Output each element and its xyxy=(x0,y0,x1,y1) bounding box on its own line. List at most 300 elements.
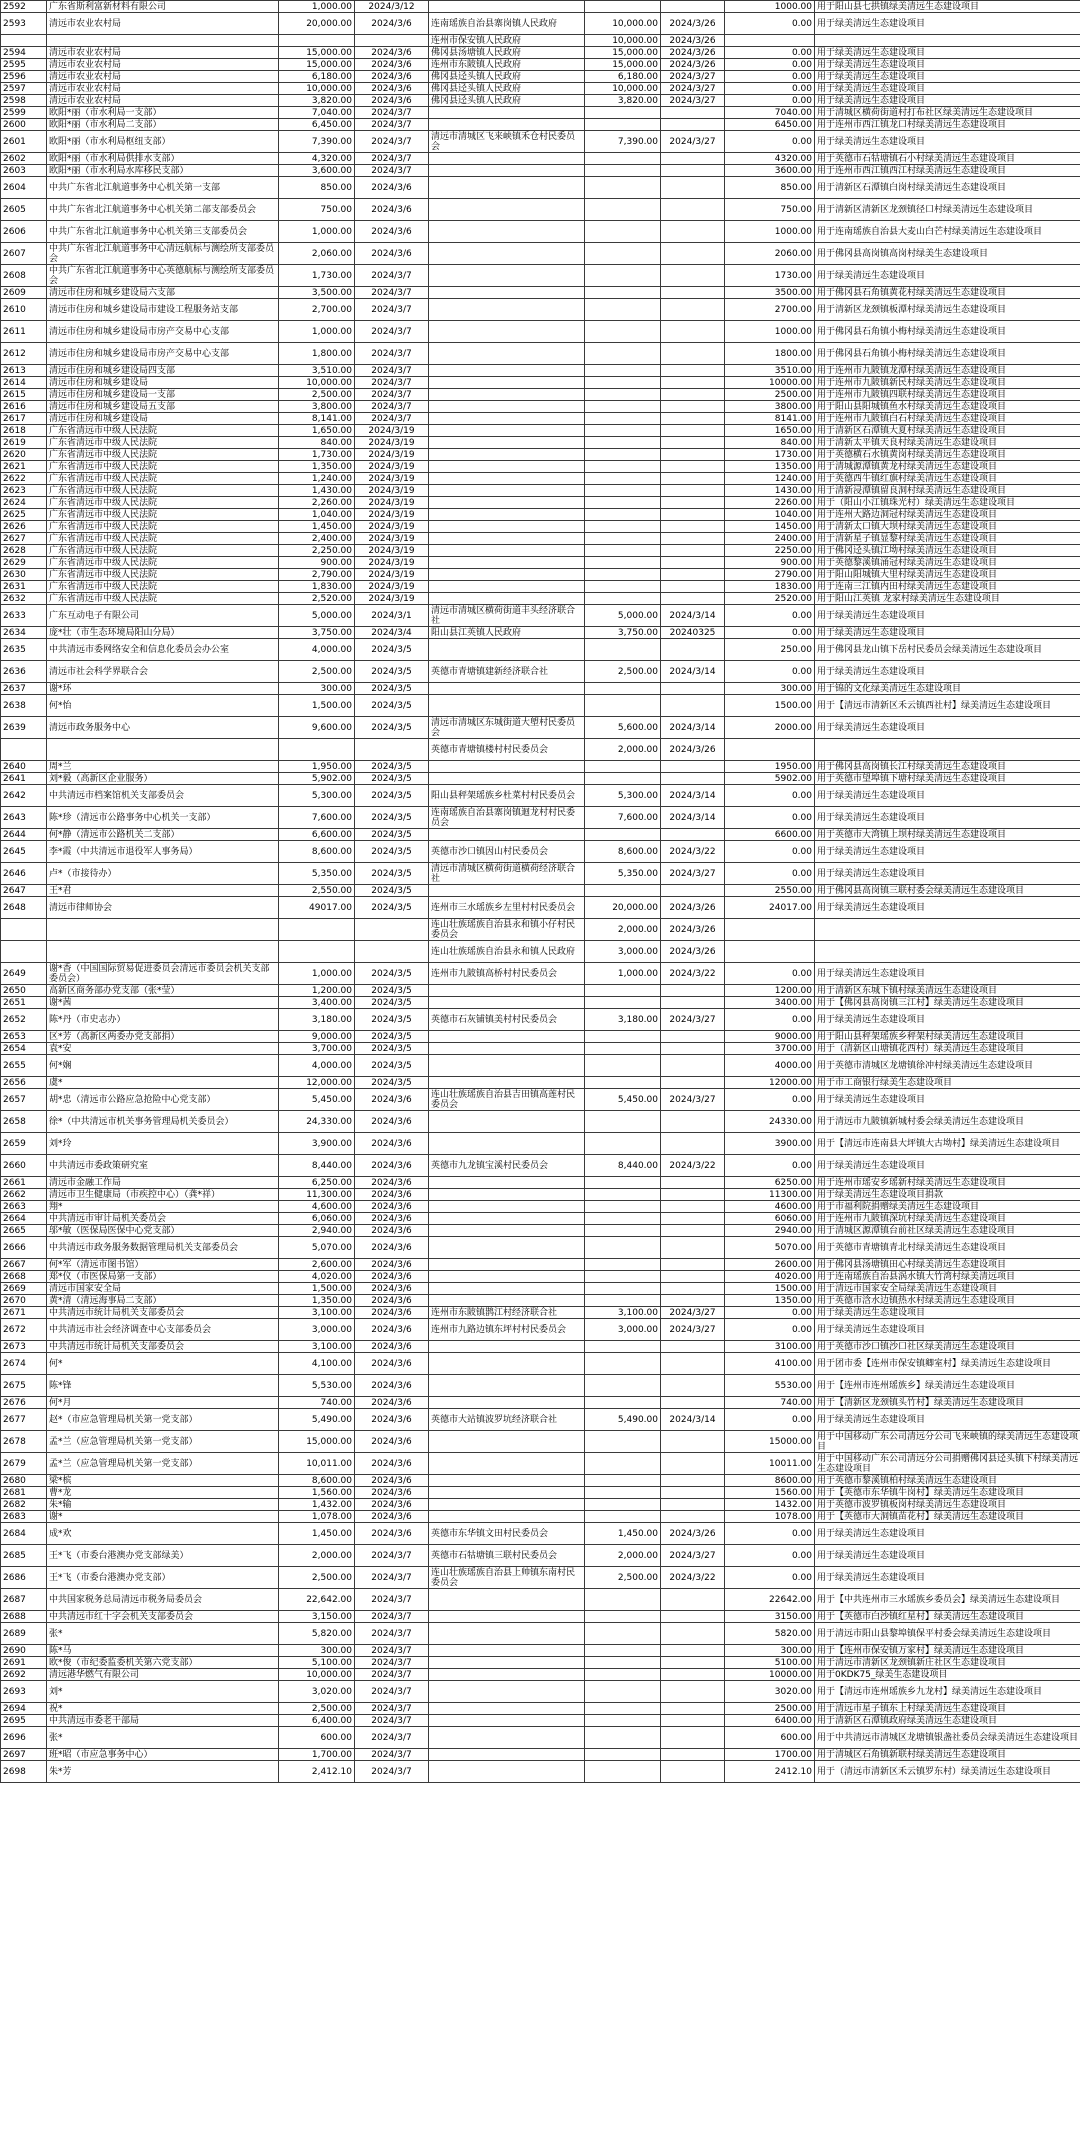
cell-recipient xyxy=(429,533,585,545)
cell-balance: 24330.00 xyxy=(725,1111,815,1133)
cell-recipient: 连山壮族瑶族自治县吉田镇高莲村民委员会 xyxy=(429,1089,585,1111)
table-row xyxy=(1,177,1080,199)
cell-recipient-amount xyxy=(585,107,661,119)
cell-purpose: 用于市工商银行绿美生态建设项目 xyxy=(815,1077,1080,1089)
cell-purpose: 用于连州市瑶安乡瑶新村绿美清远生态建设项目 xyxy=(815,1177,1080,1189)
cell-row-number: 2668 xyxy=(1,1271,47,1283)
cell-row-number: 2666 xyxy=(1,1237,47,1259)
cell-recipient xyxy=(429,221,585,243)
cell-recipient-amount xyxy=(585,401,661,413)
cell-balance: 0.00 xyxy=(725,605,815,627)
cell-recipient-date: 2024/3/26 xyxy=(661,13,725,35)
cell-date: 2024/3/5 xyxy=(355,885,429,897)
cell-balance: 600.00 xyxy=(725,1727,815,1749)
cell-amount: 840.00 xyxy=(279,437,355,449)
cell-amount: 5,000.00 xyxy=(279,605,355,627)
cell-payer-name: 谢* xyxy=(47,1511,279,1523)
cell-recipient xyxy=(429,1749,585,1761)
cell-recipient-amount xyxy=(585,521,661,533)
cell-row-number: 2656 xyxy=(1,1077,47,1089)
cell-amount: 5,450.00 xyxy=(279,1089,355,1111)
cell-recipient-amount xyxy=(585,343,661,365)
table-row xyxy=(1,1283,1080,1295)
table-row xyxy=(1,807,1080,829)
cell-recipient xyxy=(429,1237,585,1259)
cell-amount: 3,180.00 xyxy=(279,1009,355,1031)
cell-recipient-date: 2024/3/27 xyxy=(661,1319,725,1341)
cell-payer-name: 中共清远市红十字会机关支部委员会 xyxy=(47,1611,279,1623)
cell-balance: 1350.00 xyxy=(725,1295,815,1307)
cell-recipient-date: 2024/3/26 xyxy=(661,897,725,919)
cell-date: 2024/3/6 xyxy=(355,1319,429,1341)
cell-date: 2024/3/6 xyxy=(355,1511,429,1523)
cell-payer-name: 中共清远市委老干部局 xyxy=(47,1715,279,1727)
cell-amount xyxy=(279,739,355,761)
cell-payer-name: 清远市住房和城乡建设局市房产交易中心支部 xyxy=(47,343,279,365)
cell-recipient xyxy=(429,593,585,605)
cell-row-number: 2633 xyxy=(1,605,47,627)
cell-purpose: 用于绿美清远生态建设项目 xyxy=(815,1409,1080,1431)
cell-recipient-date xyxy=(661,1453,725,1475)
cell-payer-name: 中共清远市委政策研究室 xyxy=(47,1155,279,1177)
cell-date: 2024/3/7 xyxy=(355,131,429,153)
cell-recipient xyxy=(429,243,585,265)
cell-payer-name: 李*霞（中共清远市退役军人事务局） xyxy=(47,841,279,863)
cell-recipient-amount: 3,000.00 xyxy=(585,941,661,963)
cell-balance: 6250.00 xyxy=(725,1177,815,1189)
cell-payer-name: 中共清远市社会经济调查中心支部委员会 xyxy=(47,1319,279,1341)
cell-row-number: 2662 xyxy=(1,1189,47,1201)
cell-balance: 10000.00 xyxy=(725,1669,815,1681)
cell-date: 2024/3/7 xyxy=(355,1727,429,1749)
cell-purpose: 用于绿美清远生态建设项目 xyxy=(815,717,1080,739)
cell-date: 2024/3/6 xyxy=(355,1431,429,1453)
table-row xyxy=(1,1213,1080,1225)
cell-recipient-date: 2024/3/26 xyxy=(661,1523,725,1545)
cell-balance: 0.00 xyxy=(725,95,815,107)
cell-recipient xyxy=(429,299,585,321)
cell-date: 2024/3/7 xyxy=(355,321,429,343)
cell-recipient xyxy=(429,1295,585,1307)
cell-payer-name: 赵*（市应急管理局机关第一党支部） xyxy=(47,1409,279,1431)
cell-date: 2024/3/1 xyxy=(355,605,429,627)
table-row xyxy=(1,1319,1080,1341)
cell-row-number: 2686 xyxy=(1,1567,47,1589)
cell-recipient-amount: 10,000.00 xyxy=(585,83,661,95)
cell-payer-name: 徐*（中共清远市机关事务管理局机关委员会） xyxy=(47,1111,279,1133)
cell-purpose: 用于（清远市清新区禾云镇罗东村）绿美清远生态建设项目 xyxy=(815,1761,1080,1783)
cell-date: 2024/3/7 xyxy=(355,1611,429,1623)
cell-balance: 300.00 xyxy=(725,683,815,695)
cell-balance: 0.00 xyxy=(725,1155,815,1177)
cell-recipient-date: 2024/3/27 xyxy=(661,83,725,95)
cell-payer-name: 成*欢 xyxy=(47,1523,279,1545)
cell-balance: 1078.00 xyxy=(725,1511,815,1523)
cell-balance: 1040.00 xyxy=(725,509,815,521)
cell-balance: 1650.00 xyxy=(725,425,815,437)
cell-row-number: 2690 xyxy=(1,1645,47,1657)
cell-balance: 2700.00 xyxy=(725,299,815,321)
cell-row-number xyxy=(1,35,47,47)
table-row xyxy=(1,1237,1080,1259)
table-row xyxy=(1,35,1080,47)
cell-recipient-date xyxy=(661,243,725,265)
cell-payer-name: 曹*龙 xyxy=(47,1487,279,1499)
cell-recipient-date xyxy=(661,1271,725,1283)
cell-recipient-date: 2024/3/26 xyxy=(661,739,725,761)
cell-recipient-date xyxy=(661,1475,725,1487)
cell-row-number: 2672 xyxy=(1,1319,47,1341)
cell-amount: 3,700.00 xyxy=(279,1043,355,1055)
cell-recipient-date xyxy=(661,1031,725,1043)
cell-payer-name: 广东省清远市中级人民法院 xyxy=(47,473,279,485)
cell-recipient-amount: 10,000.00 xyxy=(585,13,661,35)
cell-balance: 4020.00 xyxy=(725,1271,815,1283)
cell-amount: 1,950.00 xyxy=(279,761,355,773)
cell-amount: 7,390.00 xyxy=(279,131,355,153)
cell-date: 2024/3/5 xyxy=(355,1031,429,1043)
cell-recipient: 英德市九龙镇宝溪村民委员会 xyxy=(429,1155,585,1177)
cell-recipient xyxy=(429,485,585,497)
cell-amount: 2,500.00 xyxy=(279,389,355,401)
cell-amount: 900.00 xyxy=(279,557,355,569)
cell-row-number: 2697 xyxy=(1,1749,47,1761)
cell-recipient xyxy=(429,985,585,997)
table-row xyxy=(1,997,1080,1009)
table-row xyxy=(1,1089,1080,1111)
cell-balance: 3900.00 xyxy=(725,1133,815,1155)
cell-row-number: 2675 xyxy=(1,1375,47,1397)
cell-balance: 9000.00 xyxy=(725,1031,815,1043)
table-row xyxy=(1,593,1080,605)
cell-recipient: 阳山县秤架瑶族乡杜菜村村民委员会 xyxy=(429,785,585,807)
table-row xyxy=(1,1077,1080,1089)
cell-date: 2024/3/7 xyxy=(355,153,429,165)
cell-date: 2024/3/5 xyxy=(355,1055,429,1077)
cell-purpose: 用于绿美清远生态建设项目 xyxy=(815,47,1080,59)
table-row xyxy=(1,1589,1080,1611)
cell-amount: 1,430.00 xyxy=(279,485,355,497)
cell-date: 2024/3/5 xyxy=(355,1043,429,1055)
cell-purpose: 用于0KDK75_绿美生态建设项目 xyxy=(815,1669,1080,1681)
cell-date: 2024/3/6 xyxy=(355,1523,429,1545)
cell-date: 2024/3/7 xyxy=(355,1567,429,1589)
cell-amount: 10,000.00 xyxy=(279,377,355,389)
cell-date: 2024/3/7 xyxy=(355,343,429,365)
cell-recipient-date xyxy=(661,1213,725,1225)
cell-recipient xyxy=(429,343,585,365)
cell-purpose: 用于英德黎溪镇涌冠村绿美清远生态建设项目 xyxy=(815,557,1080,569)
cell-recipient-amount xyxy=(585,557,661,569)
cell-recipient-date xyxy=(661,165,725,177)
cell-date: 2024/3/6 xyxy=(355,1283,429,1295)
cell-balance: 3150.00 xyxy=(725,1611,815,1623)
cell-recipient-date xyxy=(661,985,725,997)
cell-payer-name: 欧*俊（市纪委监委机关第六党支部） xyxy=(47,1657,279,1669)
cell-recipient: 英德市青塘镇建新经济联合社 xyxy=(429,661,585,683)
cell-purpose xyxy=(815,739,1080,761)
cell-purpose: 用于绿美清远生态建设项目捐款 xyxy=(815,1189,1080,1201)
table-row xyxy=(1,1657,1080,1669)
table-row xyxy=(1,1453,1080,1475)
cell-amount: 600.00 xyxy=(279,1727,355,1749)
cell-recipient-amount xyxy=(585,1055,661,1077)
cell-recipient-amount xyxy=(585,1031,661,1043)
cell-payer-name: 清远市住房和城乡建设局一支部 xyxy=(47,389,279,401)
cell-recipient-date xyxy=(661,389,725,401)
cell-recipient-amount xyxy=(585,1475,661,1487)
cell-row-number: 2641 xyxy=(1,773,47,785)
cell-recipient-amount xyxy=(585,497,661,509)
cell-recipient-amount xyxy=(585,1043,661,1055)
cell-recipient-date xyxy=(661,485,725,497)
cell-balance: 3100.00 xyxy=(725,1341,815,1353)
cell-date: 2024/3/7 xyxy=(355,1645,429,1657)
cell-recipient: 连州市九路边镇东坪村村民委员会 xyxy=(429,1319,585,1341)
cell-recipient-date xyxy=(661,153,725,165)
cell-row-number: 2688 xyxy=(1,1611,47,1623)
cell-purpose: 用于佛冈县高岗镇高岗村绿美生态建设项目 xyxy=(815,243,1080,265)
table-row xyxy=(1,1397,1080,1409)
cell-recipient-date xyxy=(661,885,725,897)
cell-recipient-date xyxy=(661,119,725,131)
cell-row-number: 2679 xyxy=(1,1453,47,1475)
cell-recipient xyxy=(429,1031,585,1043)
cell-row-number xyxy=(1,739,47,761)
cell-date: 2024/3/6 xyxy=(355,1453,429,1475)
cell-recipient-date xyxy=(661,1749,725,1761)
cell-payer-name xyxy=(47,941,279,963)
cell-recipient xyxy=(429,581,585,593)
cell-amount: 1,200.00 xyxy=(279,985,355,997)
cell-payer-name: 清远市农业农村局 xyxy=(47,59,279,71)
cell-recipient xyxy=(429,1213,585,1225)
cell-row-number: 2698 xyxy=(1,1761,47,1783)
cell-recipient xyxy=(429,1611,585,1623)
cell-balance: 1000.00 xyxy=(725,1,815,13)
cell-recipient xyxy=(429,473,585,485)
cell-purpose: 用于绿美清远生态建设项目 xyxy=(815,897,1080,919)
cell-payer-name: 孟*兰（应急管理局机关第一党支部） xyxy=(47,1453,279,1475)
cell-balance: 6060.00 xyxy=(725,1213,815,1225)
table-row xyxy=(1,1475,1080,1487)
cell-amount: 3,750.00 xyxy=(279,627,355,639)
cell-date: 2024/3/6 xyxy=(355,1487,429,1499)
cell-recipient-amount xyxy=(585,1077,661,1089)
cell-recipient-date: 2024/3/14 xyxy=(661,605,725,627)
cell-row-number: 2635 xyxy=(1,639,47,661)
cell-payer-name: 清远市农业农村局 xyxy=(47,13,279,35)
cell-recipient-date xyxy=(661,761,725,773)
cell-date: 2024/3/7 xyxy=(355,287,429,299)
cell-row-number: 2595 xyxy=(1,59,47,71)
cell-row-number: 2631 xyxy=(1,581,47,593)
cell-row-number: 2692 xyxy=(1,1669,47,1681)
cell-recipient-amount: 5,300.00 xyxy=(585,785,661,807)
cell-date: 2024/3/19 xyxy=(355,593,429,605)
cell-purpose: 用于绿美清远生态建设项目 xyxy=(815,1089,1080,1111)
cell-recipient-amount xyxy=(585,243,661,265)
cell-recipient-date: 2024/3/22 xyxy=(661,1155,725,1177)
cell-row-number: 2600 xyxy=(1,119,47,131)
cell-recipient-amount xyxy=(585,461,661,473)
cell-payer-name: 何*军（清远市图书馆） xyxy=(47,1259,279,1271)
cell-purpose: 用于连州市西江镇西江村绿美清远生态建设项目 xyxy=(815,165,1080,177)
cell-amount: 5,070.00 xyxy=(279,1237,355,1259)
cell-recipient-amount: 10,000.00 xyxy=(585,35,661,47)
cell-purpose: 用于阳山江英镇 龙家村绿美清远生态建设项目 xyxy=(815,593,1080,605)
cell-purpose: 用于佛冈县石角镇小梅村绿美清远生态建设项目 xyxy=(815,343,1080,365)
cell-recipient-date xyxy=(661,569,725,581)
table-row xyxy=(1,1511,1080,1523)
cell-recipient-date xyxy=(661,773,725,785)
cell-recipient xyxy=(429,1431,585,1453)
cell-row-number: 2667 xyxy=(1,1259,47,1271)
cell-purpose: 用于绿美清远生态建设项目 xyxy=(815,1523,1080,1545)
cell-purpose: 用于阳山阳城镇大里村绿美清远生态建设项目 xyxy=(815,569,1080,581)
cell-recipient xyxy=(429,1397,585,1409)
table-body xyxy=(1,1,1080,1783)
cell-recipient xyxy=(429,1475,585,1487)
cell-recipient-amount xyxy=(585,569,661,581)
cell-purpose: 用于连南三江镇内田村绿美清远生态建设项目 xyxy=(815,581,1080,593)
cell-amount: 2,260.00 xyxy=(279,497,355,509)
cell-recipient xyxy=(429,107,585,119)
cell-amount: 1,350.00 xyxy=(279,461,355,473)
cell-amount: 3,820.00 xyxy=(279,95,355,107)
cell-balance: 2500.00 xyxy=(725,389,815,401)
cell-recipient-amount xyxy=(585,1749,661,1761)
cell-amount: 5,902.00 xyxy=(279,773,355,785)
cell-row-number: 2674 xyxy=(1,1353,47,1375)
cell-recipient: 连州市东陂镇鹊江村经济联合社 xyxy=(429,1307,585,1319)
table-row xyxy=(1,1567,1080,1589)
cell-date: 2024/3/7 xyxy=(355,107,429,119)
cell-recipient xyxy=(429,1,585,13)
cell-purpose: 用于【英德市白沙镇红星村】绿美清远生态建设项目 xyxy=(815,1611,1080,1623)
cell-date: 2024/3/6 xyxy=(355,1177,429,1189)
cell-payer-name: 清远市住房和城乡建设局 xyxy=(47,377,279,389)
cell-balance: 5100.00 xyxy=(725,1657,815,1669)
cell-purpose xyxy=(815,35,1080,47)
cell-recipient-amount xyxy=(585,1703,661,1715)
table-row xyxy=(1,985,1080,997)
cell-recipient-date xyxy=(661,1201,725,1213)
cell-recipient-amount xyxy=(585,761,661,773)
cell-purpose: 用于（清新区山塘镇花西村）绿美清远生态建设项目 xyxy=(815,1043,1080,1055)
cell-recipient-date xyxy=(661,1341,725,1353)
table-row xyxy=(1,95,1080,107)
cell-recipient-date: 2024/3/26 xyxy=(661,47,725,59)
cell-row-number: 2624 xyxy=(1,497,47,509)
cell-amount: 2,250.00 xyxy=(279,545,355,557)
cell-row-number: 2680 xyxy=(1,1475,47,1487)
cell-recipient xyxy=(429,885,585,897)
cell-payer-name: 邬*敏（医保局医保中心党支部） xyxy=(47,1225,279,1237)
cell-date: 2024/3/6 xyxy=(355,1295,429,1307)
cell-balance: 0.00 xyxy=(725,627,815,639)
cell-recipient-amount xyxy=(585,639,661,661)
cell-date xyxy=(355,35,429,47)
cell-recipient xyxy=(429,437,585,449)
cell-recipient-date xyxy=(661,1727,725,1749)
cell-date: 2024/3/5 xyxy=(355,761,429,773)
cell-purpose: 用于绿美清远生态建设项目 xyxy=(815,59,1080,71)
table-row xyxy=(1,1749,1080,1761)
cell-row-number: 2620 xyxy=(1,449,47,461)
table-row xyxy=(1,963,1080,985)
cell-recipient-amount xyxy=(585,533,661,545)
table-row xyxy=(1,107,1080,119)
cell-recipient-amount: 5,450.00 xyxy=(585,1089,661,1111)
cell-recipient-date xyxy=(661,695,725,717)
cell-recipient-amount: 7,600.00 xyxy=(585,807,661,829)
cell-amount: 1,450.00 xyxy=(279,521,355,533)
cell-payer-name: 清远市农业农村局 xyxy=(47,47,279,59)
cell-recipient-amount: 5,350.00 xyxy=(585,863,661,885)
cell-recipient-date: 2024/3/14 xyxy=(661,717,725,739)
cell-purpose: 用于清新太口镇大坝村绿美清远生态建设项目 xyxy=(815,521,1080,533)
cell-date: 2024/3/19 xyxy=(355,545,429,557)
cell-amount: 7,600.00 xyxy=(279,807,355,829)
cell-recipient-date xyxy=(661,509,725,521)
cell-recipient xyxy=(429,997,585,1009)
cell-date: 2024/3/6 xyxy=(355,13,429,35)
cell-payer-name: 张* xyxy=(47,1727,279,1749)
cell-recipient-date xyxy=(661,321,725,343)
cell-balance: 1830.00 xyxy=(725,581,815,593)
cell-recipient xyxy=(429,401,585,413)
cell-payer-name: 欧阳*丽（市水利局枢纽支部） xyxy=(47,131,279,153)
cell-amount: 8,440.00 xyxy=(279,1155,355,1177)
cell-amount: 4,600.00 xyxy=(279,1201,355,1213)
cell-date: 2024/3/5 xyxy=(355,997,429,1009)
cell-recipient xyxy=(429,425,585,437)
cell-recipient-amount xyxy=(585,1259,661,1271)
cell-recipient xyxy=(429,377,585,389)
cell-row-number: 2612 xyxy=(1,343,47,365)
cell-purpose: 用于【连州市连州瑶族乡】绿美清远生态建设项目 xyxy=(815,1375,1080,1397)
cell-row-number: 2618 xyxy=(1,425,47,437)
cell-balance: 1000.00 xyxy=(725,221,815,243)
table-row xyxy=(1,739,1080,761)
cell-recipient-amount xyxy=(585,1177,661,1189)
cell-balance: 1432.00 xyxy=(725,1499,815,1511)
cell-recipient: 佛冈县迳头镇人民政府 xyxy=(429,71,585,83)
cell-amount: 2,700.00 xyxy=(279,299,355,321)
cell-purpose: 用于锦的文化绿美清远生态建设项目 xyxy=(815,683,1080,695)
cell-payer-name: 周*兰 xyxy=(47,761,279,773)
cell-recipient: 连山壮族瑶族自治县永和镇人民政府 xyxy=(429,941,585,963)
cell-date: 2024/3/6 xyxy=(355,1397,429,1409)
cell-recipient-date: 2024/3/27 xyxy=(661,1307,725,1319)
cell-row-number: 2627 xyxy=(1,533,47,545)
table-row xyxy=(1,605,1080,627)
cell-row-number: 2610 xyxy=(1,299,47,321)
cell-row-number: 2689 xyxy=(1,1623,47,1645)
cell-recipient-amount xyxy=(585,473,661,485)
cell-date: 2024/3/7 xyxy=(355,299,429,321)
cell-date: 2024/3/7 xyxy=(355,165,429,177)
table-row xyxy=(1,473,1080,485)
cell-date: 2024/3/6 xyxy=(355,1375,429,1397)
cell-purpose: 用于清新区石潭镇大夏村绿美清远生态建设项目 xyxy=(815,425,1080,437)
cell-purpose: 用于连州市九陂镇新民村绿美清远生态建设项目 xyxy=(815,377,1080,389)
cell-recipient-amount xyxy=(585,593,661,605)
cell-date: 2024/3/5 xyxy=(355,985,429,997)
cell-amount: 20,000.00 xyxy=(279,13,355,35)
cell-row-number: 2623 xyxy=(1,485,47,497)
